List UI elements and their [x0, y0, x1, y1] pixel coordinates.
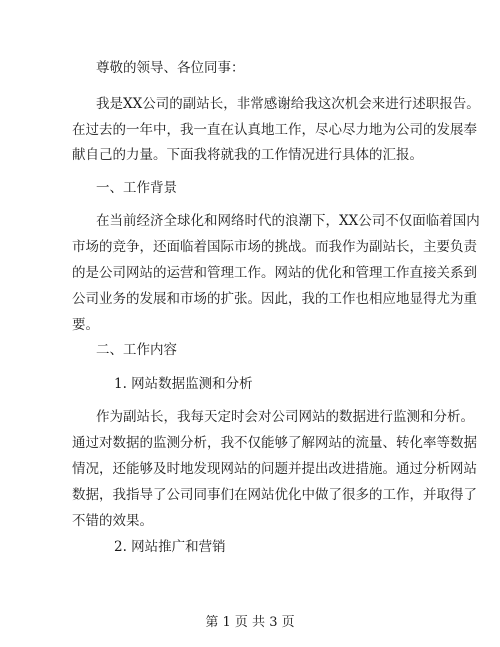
sub1-line: 情况，还能够及时地发现网站的问题并提出改进措施。通过分析网站 — [72, 461, 477, 477]
subsection-heading-data-monitoring: 1. 网站数据监测和分析 — [114, 376, 253, 392]
sub1-line: 通过对数据的监测分析，我不仅能够了解网站的流量、转化率等数据 — [72, 435, 477, 451]
section-heading-background: 一、工作背景 — [96, 180, 177, 196]
section1-line: 在当前经济全球化和网络时代的浪潮下，XX公司不仅面临着国内 — [96, 213, 480, 229]
sub1-line: 作为副站长，我每天定时会对公司网站的数据进行监测和分析。 — [96, 409, 474, 425]
page-number-footer: 第 1 页 共 3 页 — [205, 615, 295, 630]
section1-line: 市场的竞争，还面临着国际市场的挑战。而我作为副站长，主要负责 — [72, 239, 477, 255]
section1-line: 要。 — [72, 317, 99, 333]
intro-line: 在过去的一年中，我一直在认真地工作，尽心尽力地为公司的发展奉 — [72, 122, 477, 138]
section-heading-content: 二、工作内容 — [96, 342, 177, 358]
salutation: 尊敬的领导、各位同事： — [96, 60, 245, 76]
section1-line: 的是公司网站的运营和管理工作。网站的优化和管理工作直接关系到 — [72, 265, 477, 281]
intro-line: 献自己的力量。下面我将就我的工作情况进行具体的汇报。 — [72, 147, 423, 163]
section1-line: 公司业务的发展和市场的扩张。因此，我的工作也相应地显得尤为重 — [72, 291, 477, 307]
subsection-heading-promotion: 2. 网站推广和营销 — [114, 539, 226, 555]
sub1-line: 数据，我指导了公司同事们在网站优化中做了很多的工作，并取得了 — [72, 487, 477, 503]
sub1-line: 不错的效果。 — [72, 513, 153, 529]
intro-line: 我是XX公司的副站长，非常感谢给我这次机会来进行述职报告。 — [96, 96, 480, 112]
